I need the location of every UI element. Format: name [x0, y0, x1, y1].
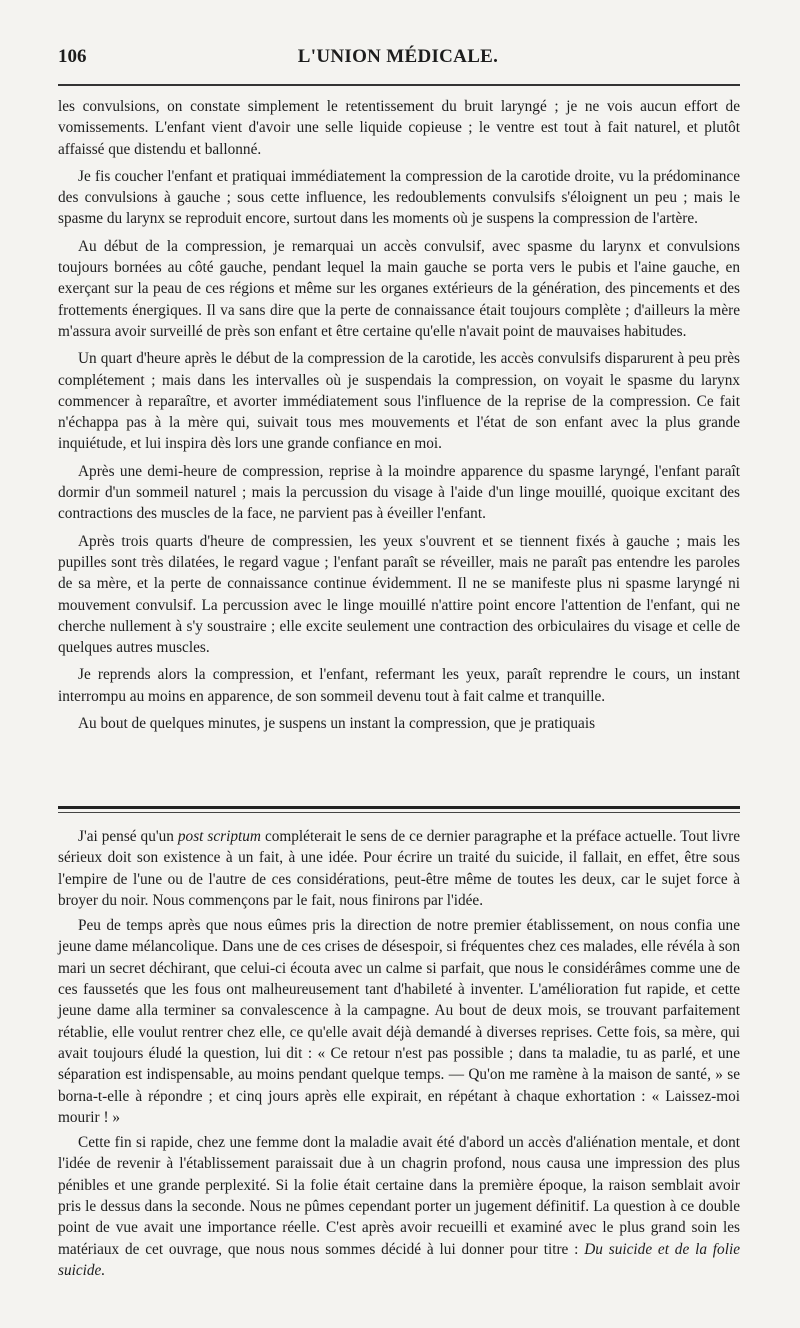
article-paragraph: Après trois quarts d'heure de compressien, les yeux s'ouvrent et se tiennent fixés à gauche ; mais les pupilles sont très dilatées, le regard vague ; l'enfant paraît se réveiller, mais ne paraît pas entendre les paroles de sa mère, et la perte de connaissance continue évidemment. Il ne se manifeste plus ni spasme laryngé ni mouvement convulsif. La percussion avec le linge mouillé n'attire point encore l'attention de l'enfant, qui ne cherche nullement à s'y soustraire ; elle excite seulement une contraction des orbiculaires du visage et celle de quelques autres muscles.	[58, 532, 740, 657]
article-paragraph: Après une demi-heure de compression, reprise à la moindre apparence du spasme laryngé, l'enfant paraît dormir d'un sommeil naturel ; mais la percussion du visage à l'aide d'un linge mouillé, quoique excitant des contractions des muscles de la face, ne parvient pas à éveiller l'enfant.	[58, 462, 740, 523]
feuilleton-separator	[58, 806, 740, 809]
header-rule	[58, 84, 740, 86]
article-paragraph: Je fis coucher l'enfant et pratiquai immédiatement la compression de la carotide droite, vu la prédominance des convulsions à gauche ; sous cette influence, les redoublements convulsifs s'éloignent un peu ; mais le spasme du larynx se reproduit encore, surtout dans les moments où je suspens la compression de l'artère.	[58, 167, 740, 228]
feuilleton-separator-thin	[58, 812, 740, 813]
feuilleton-body	[58, 826, 740, 1285]
article-paragraph: Je reprends alors la compression, et l'enfant, refermant les yeux, paraît reprendre le cours, un instant interrompu au moins en apparence, de son sommeil devenu tout à fait calme et tranquille.	[58, 666, 740, 705]
article-paragraph: Au début de la compression, je remarquai un accès convulsif, avec spasme du larynx et convulsions toujours bornées au côté gauche, pendant lequel la main gauche se porta vers le pubis et l'aine gauche, en exerçant sur la peau de ces régions et même sur les organes extérieurs de la génération, des pincements et des frottements énergiques. Il va sans dire que la perte de connaissance était toujours complète ; d'ailleurs la mère m'assura avoir surveillé de près son enfant et être certaine qu'elle n'avait point de mauvaises habitudes.	[58, 237, 740, 340]
article-paragraph: les convulsions, on constate simplement le retentissement du bruit laryngé ; je ne vois aucun effort de vomissements. L'enfant vient d'avoir une selle liquide copieuse ; le ventre est tout à fait naturel, et plutôt affaissé que distendu et ballonné.	[58, 98, 740, 158]
book-title: Du suicide et de la folie suicide.	[58, 1240, 740, 1279]
italic-phrase: post scriptum	[177, 828, 261, 845]
running-title: L'UNION MÉDICALE.	[297, 46, 499, 67]
feuilleton-text: Cette fin si rapide, chez une femme dont la maladie avait été d'abord un accès d'aliénation mentale, et dont l'idée de revenir à l'établissement paraissait due à un chagrin profond, nous causa une impression des plus pénibles et une grande perplexité. Si la folie était certaine dans la première époque, la raison semblait avoir pris le dessus dans la seconde. Nous ne pûmes cependant porter un jugement définitif. La question à ce double point de vue avait une importance réelle. C'est après avoir recueilli et examiné avec le plus grand soin les matériaux de cet ouvrage, que nous nous sommes décidé à lui donner pour titre :	[58, 1134, 740, 1258]
page-header	[58, 46, 738, 76]
article-paragraph: Au bout de quelques minutes, je suspens un instant la compression, que je pratiquais	[78, 715, 596, 733]
article-body	[58, 96, 740, 740]
feuilleton-text: J'ai pensé qu'un	[78, 828, 178, 845]
page-number: 106	[58, 46, 87, 67]
feuilleton-text: compléterait le sens de ce dernier paragraphe et la préface actuelle. Tout livre sérieux doit son existence à un fait, à une idée. Pour écrire un traité du suicide, il fallait, en effet, être sous l'empire de l'une ou de l'autre de ces considérations, peut-être même de toutes les deux, car le sujet force à broyer du noir. Nous commençons par le fait, nous finirons par l'idée.	[58, 828, 740, 909]
feuilleton-paragraph	[58, 826, 740, 911]
feuilleton-paragraph: Peu de temps après que nous eûmes pris la direction de notre premier établissement, on nous confia une jeune dame mélancolique. Dans une de ces crises de désespoir, si fréquentes chez ces malades, elle révéla à son mari un secret déchirant, que celui-ci écouta avec un calme si parfait, que nous le considérâmes comme une de ces faussetés que les fous ont malheureusement tant d'habileté à inventer. L'amélioration fut rapide, et cette jeune dame alla terminer sa convalescence à la campagne. Au bout de deux mois, se trouvant parfaitement rétablie, elle voulut rentrer chez elle, ce qu'elle avait déjà demandé à diverses reprises. Cette fois, sa mère, qui avait toujours éludé la question, lui dit : « Ce retour n'est pas possible ; dans ta maladie, tu as parlé, et une séparation est indispensable, au moins pendant quelque temps. — Qu'on me ramène à la maison de santé, » se borna-t-elle à répondre ; et cinq jours après elle expirait, en répétant à chaque exhortation : « Laissez-moi mourir ! »	[58, 917, 740, 1126]
article-paragraph: Un quart d'heure après le début de la compression de la carotide, les accès convulsifs disparurent à peu près complétement ; mais dans les intervalles où je suspendais la compression, on voyait le spasme du larynx commencer à reparaître, et avorter immédiatement sous l'influence de la reprise de la compression. Ce fait n'échappa pas à la mère qui, suivait tous mes mouvements et l'état de son enfant avec la plus grande inquiétude, et lui inspira dès lors une grande confiance en moi.	[58, 350, 740, 453]
feuilleton-paragraph	[58, 1132, 740, 1281]
